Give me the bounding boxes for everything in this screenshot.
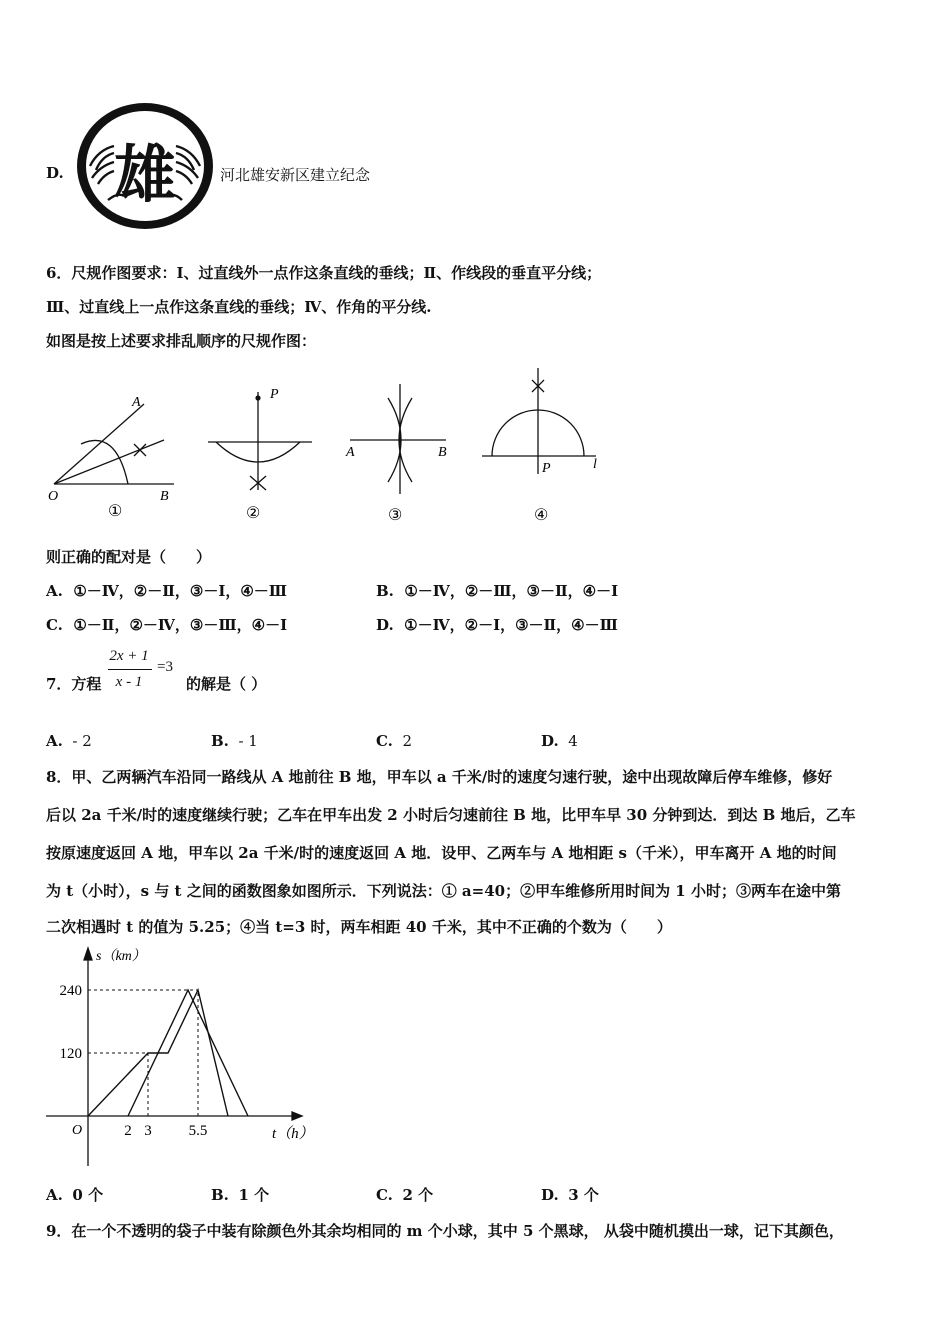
fraction-bar: [108, 669, 152, 670]
q6-option-d[interactable]: D. ①－Ⅳ，②－Ⅰ，③－Ⅱ，④－Ⅲ: [376, 616, 618, 634]
q7-rhs: =3: [157, 659, 173, 675]
q7-prefix: 7．方程: [46, 675, 102, 693]
fig3-label-b: B: [438, 445, 447, 460]
x-axis-arrow: [292, 1112, 302, 1120]
seal-glyph: 雄: [113, 142, 177, 210]
q8-line3: 按原速度返回 A 地，甲车以 2a 千米/时的速度返回 A 地．设甲、乙两车与 A 地相距 s（千米），甲车离开 A 地的时间: [46, 844, 837, 862]
fig1-label-o: O: [48, 489, 59, 504]
q6-question: 则正确的配对是（ ）: [46, 548, 212, 566]
q6-line3: 如图是按上述要求排乱顺序的尺规作图：: [46, 332, 317, 350]
q9-line1: 9．在一个不透明的袋子中装有除颜色外其余均相同的 m 个小球，其中 5 个黑球， 从袋中随机摸出一球，记下其颜色，: [46, 1222, 844, 1240]
y-axis-arrow: [84, 948, 92, 960]
fig4-label-l: l: [593, 457, 597, 472]
logo-caption: 河北雄安新区建立纪念: [220, 166, 371, 184]
fig4-number: ④: [534, 507, 549, 524]
x-tick-label: 3: [144, 1123, 152, 1139]
y-tick-label: 240: [59, 983, 82, 999]
q7-suffix: 的解是（ ）: [186, 675, 267, 693]
q6-line2: Ⅲ、过直线上一点作这条直线的垂线；Ⅳ、作角的平分线.: [46, 298, 432, 316]
q8-option-c[interactable]: C. 2 个: [376, 1186, 434, 1204]
q6-line1: 6．尺规作图要求：Ⅰ、过直线外一点作这条直线的垂线；Ⅱ、作线段的垂直平分线；: [46, 264, 602, 282]
construction-figure-1: [46, 384, 186, 526]
fig1-number: ①: [108, 503, 123, 520]
q8-option-d[interactable]: D. 3 个: [541, 1186, 599, 1204]
x-tick-label: 2: [124, 1123, 132, 1139]
construction-figure-2: [204, 382, 314, 526]
distance-time-chart: [40, 940, 330, 1170]
x-axis-label: t（h）: [272, 1126, 314, 1142]
q7-option-c[interactable]: C. 2: [376, 732, 412, 750]
fig3-label-a: A: [346, 445, 355, 460]
fig1-label-b: B: [160, 489, 169, 504]
fig4-label-p: P: [542, 461, 551, 476]
q7-numerator: 2x + 1: [109, 648, 149, 664]
q7-option-a[interactable]: A. - 2: [46, 732, 92, 750]
y-axis-label: s（km）: [96, 949, 146, 964]
q7-denominator: x - 1: [115, 674, 143, 690]
q8-line4: 为 t（小时），s 与 t 之间的函数图象如图所示．下列说法：① a=40；②甲车维修所用时间为 1 小时；③两车在途中第: [46, 882, 841, 900]
origin-label: O: [72, 1123, 83, 1138]
construction-figure-3: [344, 382, 454, 526]
q6-option-a[interactable]: A. ①－Ⅳ，②－Ⅱ，③－Ⅰ，④－Ⅲ: [46, 582, 288, 600]
fig1-label-a: A: [132, 395, 141, 410]
xiongan-seal-logo: [74, 100, 216, 232]
construction-figure-4: [480, 366, 610, 526]
fig2-number: ②: [246, 505, 261, 522]
q8-line5: 二次相遇时 t 的值为 5.25；④当 t=3 时，两车相距 40 千米，其中不正确的个数为（ ）: [46, 918, 672, 936]
x-tick-label: 5.5: [188, 1123, 208, 1139]
series-line-car-yi: [128, 990, 248, 1116]
fig3-number: ③: [388, 507, 403, 524]
q7-option-d[interactable]: D. 4: [541, 732, 578, 750]
q8-line2: 后以 2a 千米/时的速度继续行驶；乙车在甲车出发 2 小时后匀速前往 B 地，比甲车早 30 分钟到达．到达 B 地后，乙车: [46, 806, 856, 824]
q6-option-b[interactable]: B. ①－Ⅳ，②－Ⅲ，③－Ⅱ，④－Ⅰ: [376, 582, 619, 600]
y-tick-label: 120: [59, 1046, 82, 1062]
q8-option-a[interactable]: A. 0 个: [46, 1186, 104, 1204]
q6-option-c[interactable]: C. ①－Ⅱ，②－Ⅳ，③－Ⅲ，④－Ⅰ: [46, 616, 288, 634]
q7-option-b[interactable]: B. - 1: [211, 732, 258, 750]
q8-line1: 8．甲、乙两辆汽车沿同一路线从 A 地前往 B 地，甲车以 a 千米/时的速度匀速行驶，途中出现故障后停车维修，修好: [46, 768, 833, 786]
fig2-label-p: P: [270, 387, 279, 402]
option-d-label: D.: [46, 164, 64, 182]
q8-option-b[interactable]: B. 1 个: [211, 1186, 270, 1204]
